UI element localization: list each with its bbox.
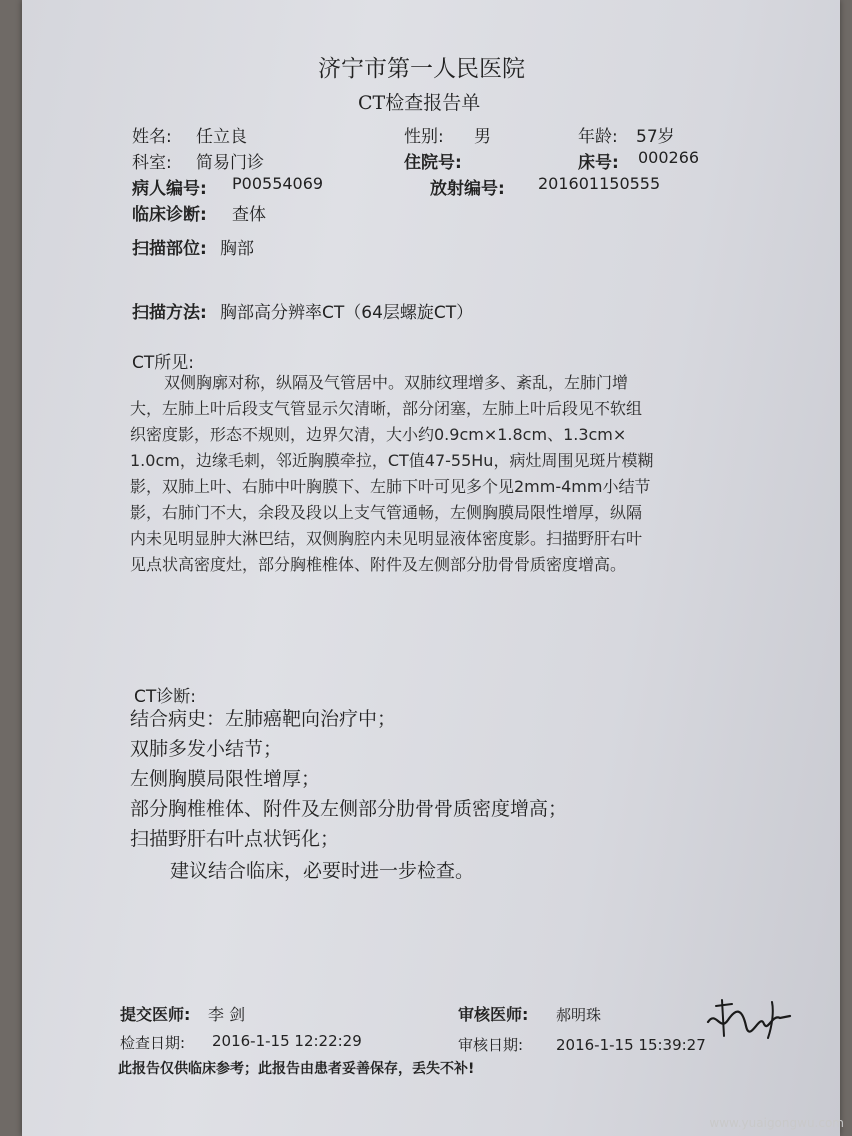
signature-image: [702, 992, 794, 1042]
watermark: www.yuaigongwu.com: [709, 1116, 844, 1130]
diagnosis-line: 结合病史：左肺癌靶向治疗中；: [130, 708, 397, 730]
findings-line: 影，双肺上叶、右肺中叶胸膜下、左肺下叶可见多个见2mm-4mm小结节: [130, 477, 651, 496]
diagnosis-heading: CT诊断:: [134, 687, 196, 707]
diagnosis-line: 部分胸椎椎体、附件及左侧部分肋骨骨质密度增高；: [130, 798, 568, 820]
radiology-id-label: 放射编号:: [430, 179, 505, 199]
clinical-diagnosis: 查体: [232, 205, 266, 225]
diagnosis-text: [130, 704, 750, 886]
sex-label: 性别:: [404, 127, 444, 147]
name-label: 姓名:: [132, 127, 172, 147]
submit-doctor-label: 提交医师:: [120, 1005, 191, 1024]
findings-line: 1.0cm，边缘毛刺，邻近胸膜牵拉，CT值47-55Hu，病灶周围见斑片模糊: [130, 451, 654, 470]
findings-text: [130, 370, 730, 578]
patient-age: 57岁: [636, 127, 675, 147]
diagnosis-line: 左侧胸膜局限性增厚；: [130, 768, 321, 790]
diagnosis-line: 双肺多发小结节；: [130, 738, 283, 760]
diagnosis-line: 扫描野肝右叶点状钙化；: [130, 828, 340, 850]
findings-line: 影，右肺门不大，余段及段以上支气管通畅，左侧胸膜局限性增厚，纵隔: [130, 503, 643, 522]
inpatient-label: 住院号:: [404, 153, 462, 173]
exam-date-label: 检查日期:: [120, 1034, 186, 1052]
scan-site: 胸部: [220, 239, 254, 259]
findings-line: 双侧胸廓对称，纵隔及气管居中。双肺纹理增多、紊乱，左肺门增: [164, 373, 629, 392]
patient-id: P00554069: [232, 174, 324, 193]
scan-method-label: 扫描方法:: [132, 303, 207, 323]
review-date: 2016-1-15 15:39:27: [556, 1036, 706, 1054]
findings-line: 见点状高密度灶，部分胸椎椎体、附件及左侧部分肋骨骨质密度增高。: [130, 555, 627, 574]
patient-sex: 男: [474, 127, 491, 147]
diagnosis-advice: 建议结合临床，必要时进一步检查。: [170, 860, 475, 882]
report-title: CT检查报告单: [358, 92, 481, 114]
patient-dept: 简易门诊: [196, 153, 264, 173]
patient-name: 任立良: [196, 127, 247, 147]
radiology-id: 201601150555: [538, 174, 661, 193]
review-doctor-label: 审核医师:: [458, 1005, 529, 1024]
clinical-label: 临床诊断:: [132, 205, 207, 225]
bed-label: 床号:: [578, 153, 619, 173]
findings-heading: CT所见:: [132, 353, 194, 373]
review-doctor: 郝明珠: [556, 1006, 602, 1024]
submit-doctor: 李 剑: [208, 1005, 246, 1024]
findings-line: 大，左肺上叶后段支气管显示欠清晰，部分闭塞，左肺上叶后段见不软组: [130, 399, 643, 418]
report-paper: [22, 0, 840, 1136]
patient-id-label: 病人编号:: [132, 179, 207, 199]
findings-line: 内未见明显肿大淋巴结，双侧胸腔内未见明显液体密度影。扫描野肝右叶: [130, 529, 643, 548]
scan-site-label: 扫描部位:: [132, 239, 207, 259]
report-notice: 此报告仅供临床参考；此报告由患者妥善保存，丢失不补!: [118, 1061, 475, 1077]
age-label: 年龄:: [578, 127, 618, 147]
hospital-name: 济宁市第一人民医院: [318, 56, 525, 82]
dept-label: 科室:: [132, 153, 172, 173]
bed-number: 000266: [638, 148, 700, 167]
findings-line: 织密度影，形态不规则，边界欠清，大小约0.9cm×1.8cm、1.3cm×: [130, 425, 627, 444]
exam-date: 2016-1-15 12:22:29: [212, 1032, 362, 1050]
scan-method: 胸部高分辨率CT（64层螺旋CT）: [220, 303, 474, 323]
review-date-label: 审核日期:: [458, 1036, 524, 1054]
